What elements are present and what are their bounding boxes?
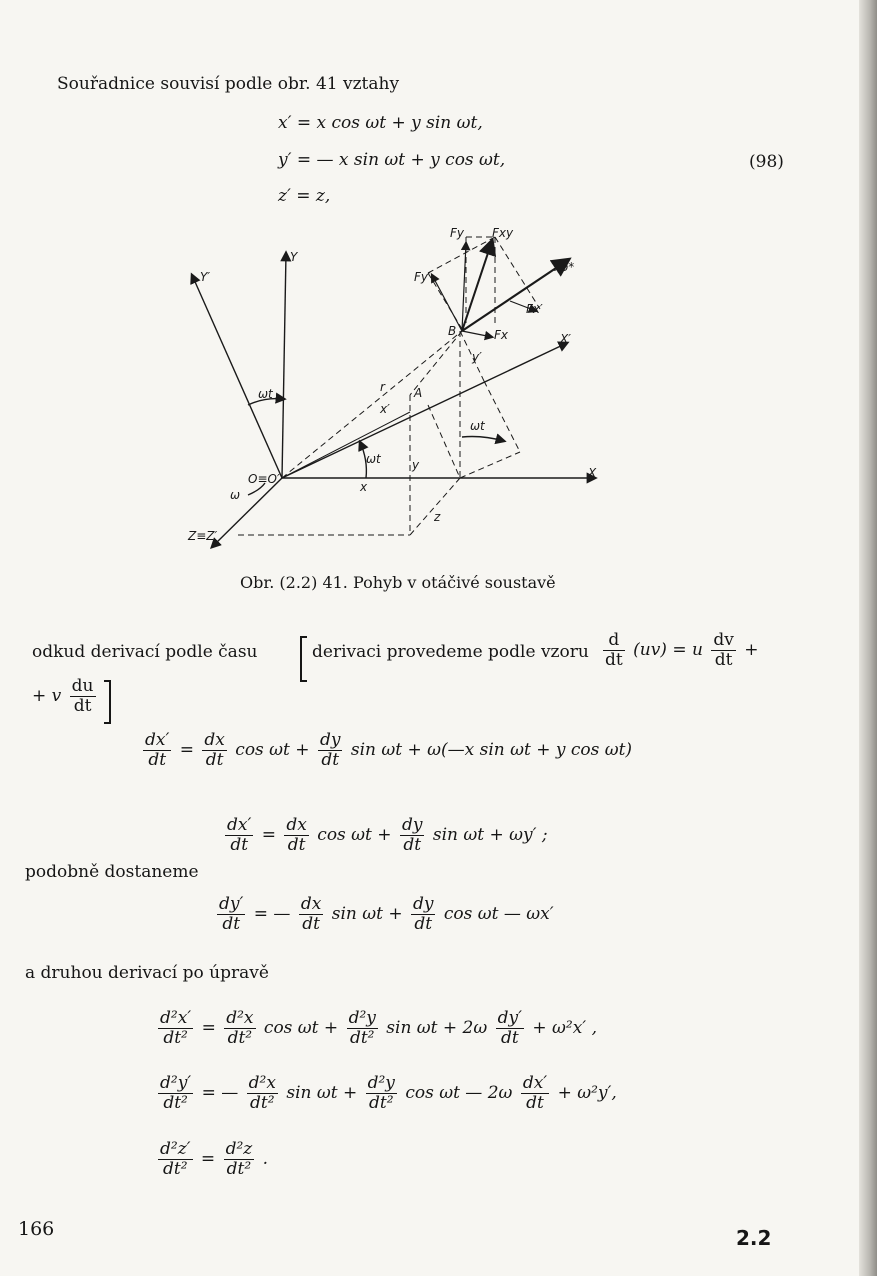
label-y-coord: y (412, 458, 420, 472)
rule-dv: dv (713, 630, 734, 650)
axis-z (212, 478, 282, 547)
label-fy: Fy (450, 226, 465, 240)
rule-plus: + (744, 640, 759, 660)
label-a: A (414, 386, 423, 400)
equation-d2zp: $\frac{\text{d²z′}}{\text{dt²}}$ = $\frac{\text{d²z}}{\text{dt²}}$ . (160, 1139, 269, 1179)
equation-dxp: $\frac{dx'}{dt}$ = $\frac{dx}{dt}$ cos ωt + $\frac{dy}{dt}$ sin ωt + ωy′ ; (227, 815, 548, 855)
label-omega-t-1: ωt (258, 387, 273, 401)
label-y-prime: Y′ (200, 270, 211, 284)
rule-d: d (603, 631, 625, 651)
equation-d2yp: $\frac{\text{d²y′}}{\text{dt²}}$ = — $\frac{\text{d²x}}{\text{dt²}}$ sin ωt + $\frac{\text{d²y}}{\text{dt²}}$ cos ωt — 2ω $\frac{dx'}{dt}$ + ω²y′, (160, 1073, 617, 1113)
line-oa (282, 412, 410, 478)
label-omega: ω (230, 488, 241, 502)
label-origin: O≡O′ (248, 472, 280, 486)
rule-dt3: dt (73, 696, 92, 716)
label-omega-t-2: ωt (366, 452, 381, 466)
similarly-text: podobně dostaneme (25, 862, 199, 882)
label-x-coord: x (360, 480, 368, 494)
force-fo (462, 260, 568, 331)
label-z-coord: z (434, 510, 441, 524)
label-r: r (380, 380, 385, 394)
page-number: 166 (18, 1218, 55, 1240)
equation-dxp-expanded: $\frac{dx'}{dt}$ = $\frac{dx}{dt}$ cos ωt + $\frac{dy}{dt}$ sin ωt + ω(—x sin ωt + y cos ωt) (145, 730, 633, 770)
rotating-frame-figure (170, 215, 610, 555)
bracket-text: derivaci provedeme podle vzoru (312, 642, 589, 662)
label-x-prime-coord: x′ (380, 402, 390, 416)
label-x-prime: X′ (560, 332, 571, 346)
equation-98-line1: x′ = x cos ωt + y sin ωt, (278, 113, 483, 133)
axis-x-prime (282, 343, 567, 478)
rule-du: du (71, 676, 94, 696)
label-z: Z≡Z′ (188, 529, 218, 543)
label-y: Y (290, 250, 298, 264)
equation-98-line3: z′ = z, (278, 186, 331, 206)
label-fxy: Fxy (492, 226, 514, 240)
label-b: B (448, 324, 457, 338)
label-fy-prime: Fy′ (414, 270, 431, 284)
label-fx-prime: Fx′ (526, 302, 543, 316)
page-edge-shadow (859, 0, 877, 1276)
rule-uv: (uv) = u (633, 640, 703, 660)
label-fx: Fx (494, 328, 509, 342)
bracket-open (300, 636, 307, 682)
axis-y (282, 253, 286, 478)
second-derivative-text: a druhou derivací po úpravě (25, 963, 269, 983)
derivative-lead: odkud derivací podle času (32, 642, 258, 662)
intro-text: Souřadnice souvisí podle obr. 41 vztahy (57, 74, 400, 94)
equation-dyp: $\frac{dy'}{dt}$ = — $\frac{dx}{dt}$ sin ωt + $\frac{dy}{dt}$ cos ωt — ωx′ (219, 894, 554, 934)
force-fxy (462, 241, 492, 331)
figure-caption: Obr. (2.2) 41. Pohyb v otáčivé soustavě (240, 573, 556, 592)
label-y-prime-coord: y′ (472, 350, 482, 364)
equation-98-line2: y′ = — x sin ωt + y cos ωt, (278, 150, 506, 170)
rule-dt: dt (605, 650, 623, 670)
label-fo: Fo* (554, 260, 575, 274)
bracket-close (104, 680, 111, 724)
equation-d2xp: $\frac{\text{d²x′}}{\text{dt²}}$ = $\frac{\text{d²x}}{\text{dt²}}$ cos ωt + $\frac{\text{d²y}}{\text{dt²}}$ sin ωt + 2ω $\frac{dy'}{dt}$ + ω²x′ , (160, 1008, 597, 1048)
label-omega-t-3: ωt (470, 419, 485, 433)
section-number: 2.2 (736, 1226, 772, 1250)
rule-cont: + v (32, 686, 62, 706)
rule-dt2: dt (714, 650, 733, 670)
label-x: X (588, 466, 597, 480)
equation-number: (98) (749, 152, 784, 172)
axis-y-prime (192, 275, 282, 478)
